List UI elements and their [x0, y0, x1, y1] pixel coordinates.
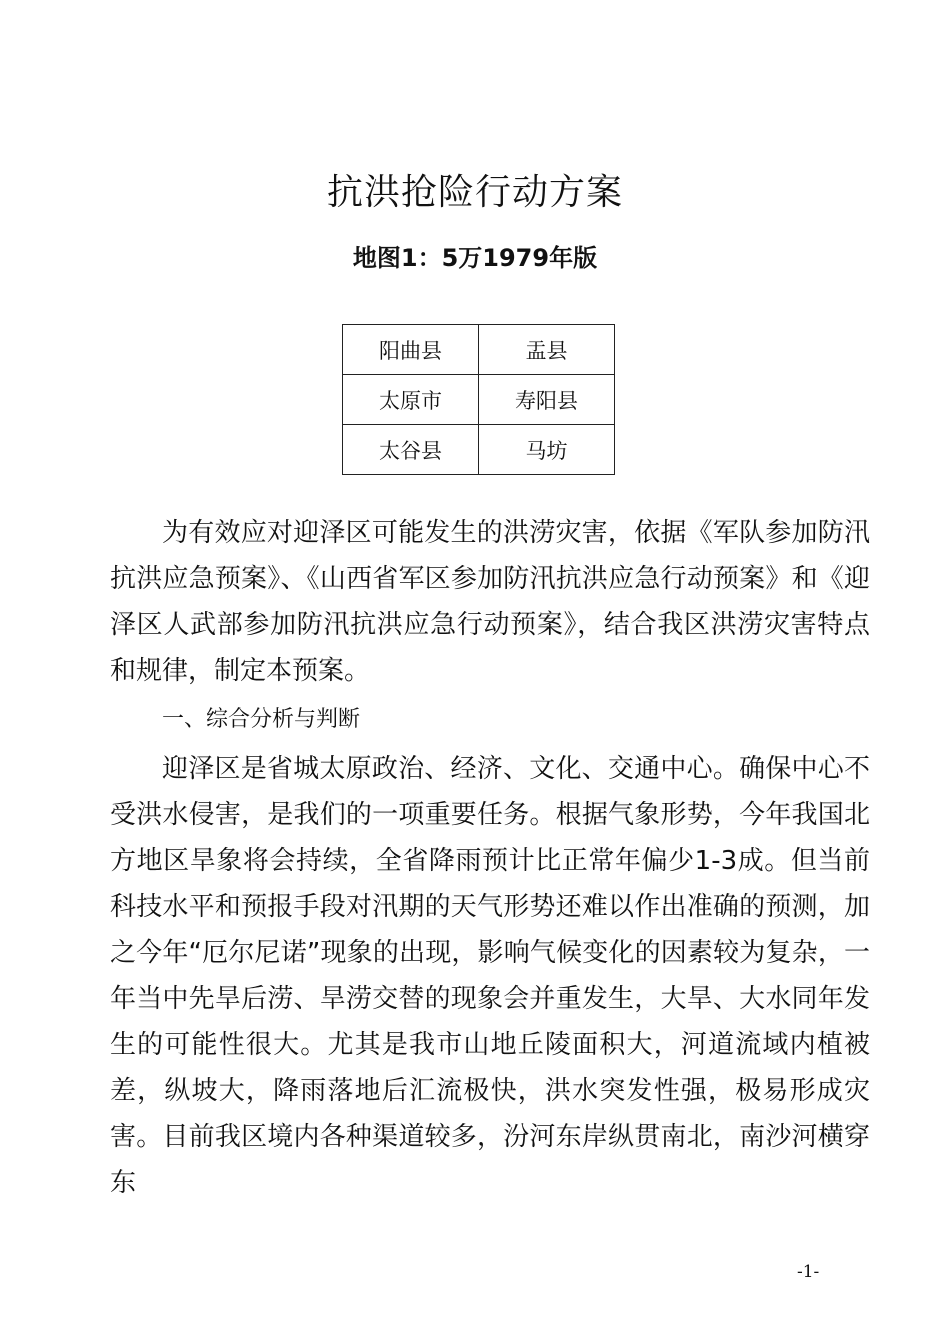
- document-body: [110, 510, 870, 1206]
- table-cell: 寿阳县: [479, 375, 615, 425]
- page-number: -1-: [797, 1262, 820, 1282]
- table-cell: 盂县: [479, 325, 615, 375]
- analysis-paragraph: 迎泽区是省城太原政治、经济、文化、交通中心。确保中心不受洪水侵害，是我们的一项重要任务。根据气象形势，今年我国北方地区旱象将会持续，全省降雨预计比正常年偏少1-3成。但当前科技水平和预报手段对汛期的天气形势还难以作出准确的预测，加之今年“厄尔尼诺”现象的出现，影响气候变化的因素较为复杂，一年当中先旱后涝、旱涝交替的现象会并重发生，大旱、大水同年发生的可能性很大。尤其是我市山地丘陵面积大，河道流域内植被差，纵坡大，降雨落地后汇流极快，洪水突发性强，极易形成灾害。目前我区境内各种渠道较多，汾河东岸纵贯南北，南沙河横穿东: [110, 754, 870, 1198]
- table-cell: 马坊: [479, 425, 615, 475]
- map-sheet-table: [342, 324, 615, 475]
- table-row: [343, 425, 615, 475]
- document-title: 抗洪抢险行动方案: [326, 172, 623, 214]
- document-subtitle: 地图1：5万1979年版: [352, 244, 598, 272]
- table-row: [343, 325, 615, 375]
- intro-paragraph: 为有效应对迎泽区可能发生的洪涝灾害，依据《军队参加防汛抗洪应急预案》、《山西省军区参加防汛抗洪应急行动预案》和《迎泽区人武部参加防汛抗洪应急行动预案》，结合我区洪涝灾害特点和规律，制定本预案。: [110, 518, 870, 686]
- table-cell: 太原市: [343, 375, 479, 425]
- table-cell: 阳曲县: [343, 325, 479, 375]
- table-cell: 太谷县: [343, 425, 479, 475]
- section-heading: 一、综合分析与判断: [162, 707, 361, 732]
- table-row: [343, 375, 615, 425]
